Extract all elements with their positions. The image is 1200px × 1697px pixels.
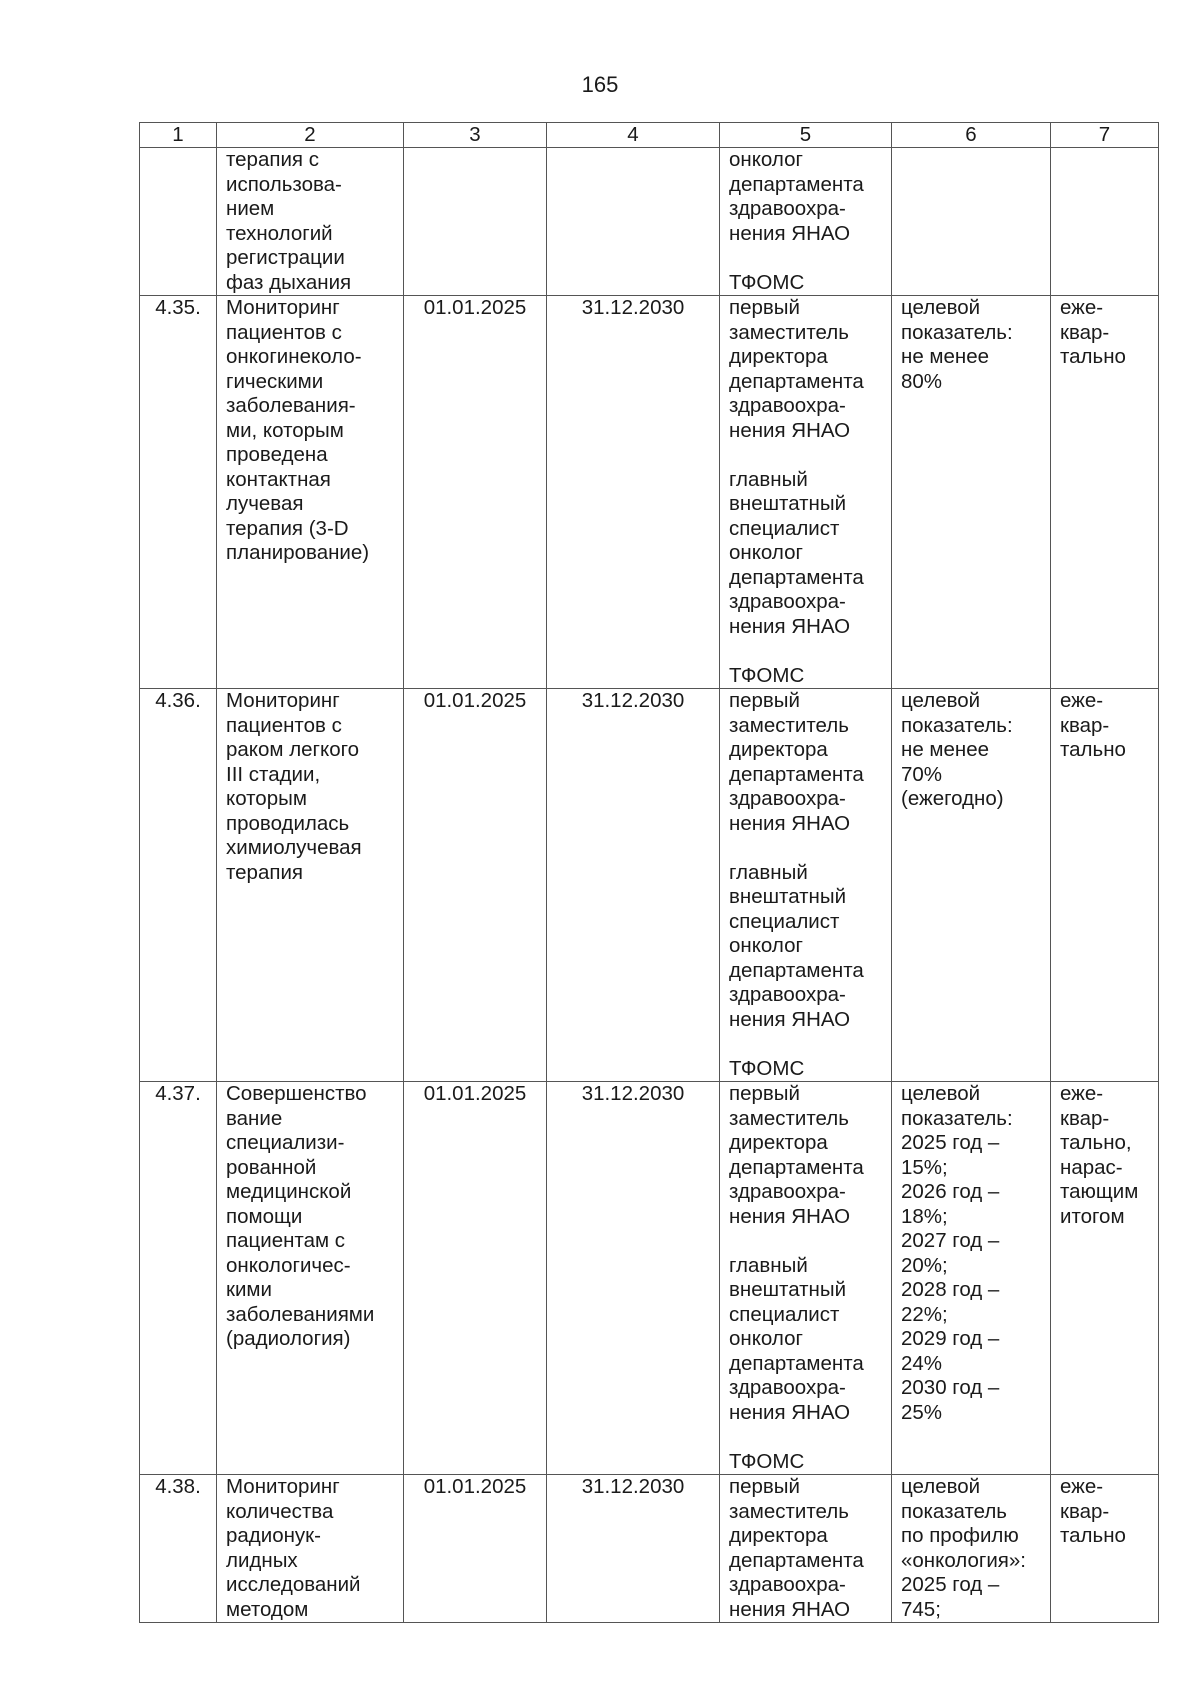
- column-header-5: 5: [720, 123, 892, 148]
- row-description: Совершенство вание специализи- рованной медицинской помощи пациентам с онкологичес- кими заболеваниями (радиология): [217, 1082, 404, 1475]
- row-number: [140, 148, 217, 296]
- row-end-date: 31.12.2030: [547, 296, 720, 689]
- column-header-4: 4: [547, 123, 720, 148]
- row-start-date: 01.01.2025: [404, 1475, 547, 1623]
- column-header-3: 3: [404, 123, 547, 148]
- row-responsible: первый заместитель директора департамента здравоохра- нения ЯНАО: [720, 1475, 892, 1623]
- row-description: терапия с использова- нием технологий регистрации фаз дыхания: [217, 148, 404, 296]
- row-description: Мониторинг пациентов с онкогинеколо- гическими заболевания- ми, которым проведена контактная лучевая терапия (3-D планирование): [217, 296, 404, 689]
- row-end-date: 31.12.2030: [547, 689, 720, 1082]
- row-responsible: первый заместитель директора департамента здравоохра- нения ЯНАО главный внештатный специалист онколог департамента здравоохра- нения ЯНАО ТФОМС: [720, 1082, 892, 1475]
- column-header-1: 1: [140, 123, 217, 148]
- row-description: Мониторинг количества радионук- лидных исследований методом: [217, 1475, 404, 1623]
- table-row: [140, 148, 1159, 296]
- row-indicator: [892, 148, 1051, 296]
- row-number: 4.37.: [140, 1082, 217, 1475]
- row-period: еже- квар- тально: [1051, 296, 1159, 689]
- row-start-date: [404, 148, 547, 296]
- row-responsible: первый заместитель директора департамента здравоохра- нения ЯНАО главный внештатный специалист онколог департамента здравоохра- нения ЯНАО ТФОМС: [720, 296, 892, 689]
- row-end-date: [547, 148, 720, 296]
- table-row: [140, 296, 1159, 689]
- column-header-6: 6: [892, 123, 1051, 148]
- table-row: [140, 1475, 1159, 1623]
- row-period: [1051, 148, 1159, 296]
- row-number: 4.38.: [140, 1475, 217, 1623]
- page-number: 165: [581, 72, 619, 97]
- row-indicator: целевой показатель: не менее 70% (ежегодно): [892, 689, 1051, 1082]
- column-header-7: 7: [1051, 123, 1159, 148]
- row-period: еже- квар- тально, нарас- тающим итогом: [1051, 1082, 1159, 1475]
- row-indicator: целевой показатель: не менее 80%: [892, 296, 1051, 689]
- row-indicator: целевой показатель по профилю «онкология»: 2025 год – 745;: [892, 1475, 1051, 1623]
- row-number: 4.36.: [140, 689, 217, 1082]
- row-number: 4.35.: [140, 296, 217, 689]
- row-responsible: онколог департамента здравоохра- нения ЯНАО ТФОМС: [720, 148, 892, 296]
- row-start-date: 01.01.2025: [404, 296, 547, 689]
- row-period: еже- квар- тально: [1051, 1475, 1159, 1623]
- row-period: еже- квар- тально: [1051, 689, 1159, 1082]
- row-indicator: целевой показатель: 2025 год – 15%; 2026 год – 18%; 2027 год – 20%; 2028 год – 22%; 2029 год – 24% 2030 год – 25%: [892, 1082, 1051, 1475]
- row-end-date: 31.12.2030: [547, 1475, 720, 1623]
- column-header-2: 2: [217, 123, 404, 148]
- row-end-date: 31.12.2030: [547, 1082, 720, 1475]
- row-start-date: 01.01.2025: [404, 1082, 547, 1475]
- row-responsible: первый заместитель директора департамента здравоохра- нения ЯНАО главный внештатный специалист онколог департамента здравоохра- нения ЯНАО ТФОМС: [720, 689, 892, 1082]
- measures-table: [139, 122, 1159, 1623]
- row-description: Мониторинг пациентов с раком легкого III стадии, которым проводилась химиолучевая терапия: [217, 689, 404, 1082]
- table-row: [140, 1082, 1159, 1475]
- row-start-date: 01.01.2025: [404, 689, 547, 1082]
- table-row: [140, 689, 1159, 1082]
- header-row: [140, 123, 1159, 148]
